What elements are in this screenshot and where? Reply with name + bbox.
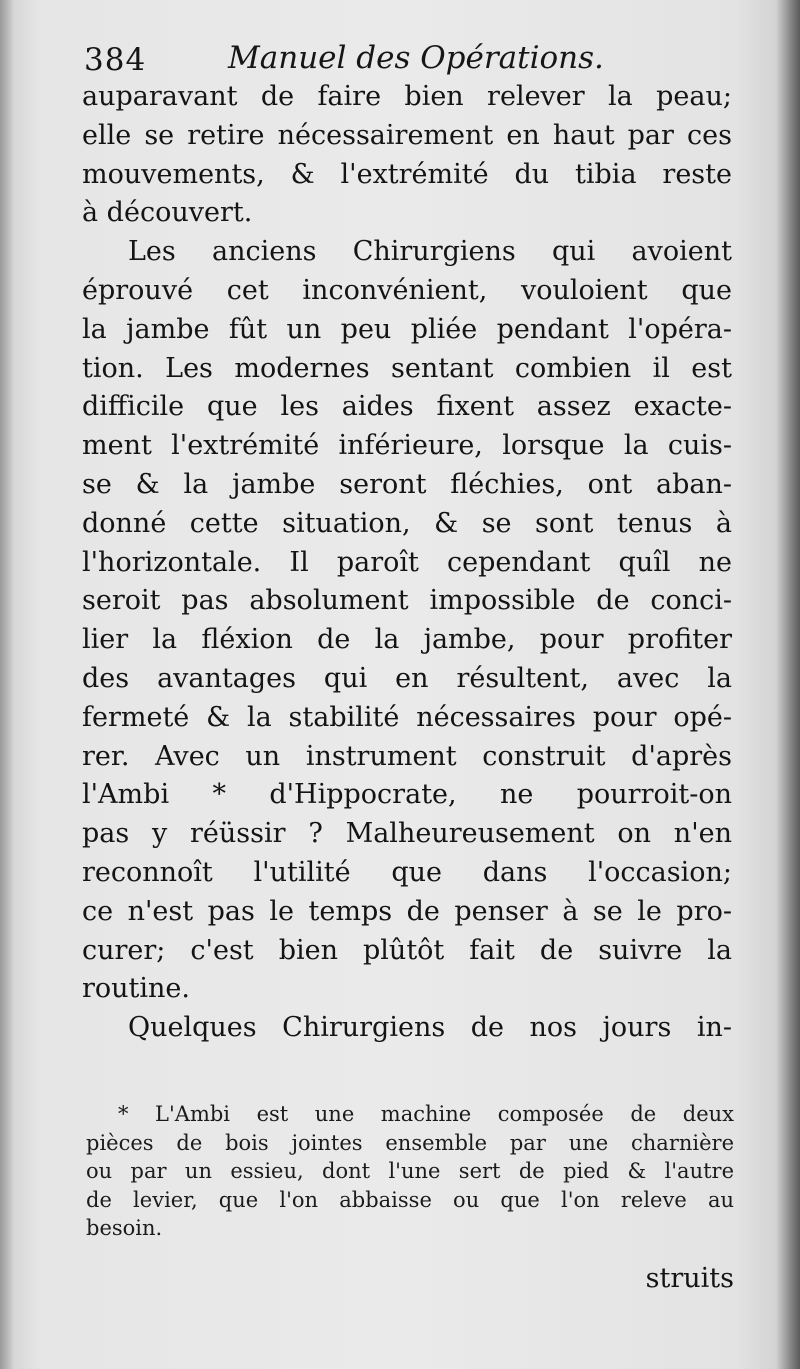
text-line: mouvements, & l'extrémité du tibia reste	[82, 158, 732, 190]
text-line: routine.	[82, 973, 190, 1005]
text-line: curer; c'est bien plûtôt fait de suivre la	[82, 934, 732, 966]
footnote-line: de levier, que l'on abbaisse ou que l'on releve au	[86, 1187, 734, 1212]
footnote-line: * L'Ambi est une machine composée de deux	[118, 1102, 734, 1126]
footnote	[86, 1100, 734, 1243]
text-line: ment l'extrémité inférieure, lorsque la cuis-	[82, 430, 732, 462]
page-number: 384	[84, 42, 147, 78]
text-line: à découvert.	[82, 197, 253, 229]
page-left-shadow	[0, 0, 14, 1369]
text-line: pas y réüssir ? Malheureusement on n'en	[82, 818, 732, 850]
text-line: Les anciens Chirurgiens qui avoient	[128, 236, 732, 268]
text-line: difficile que les aides fixent assez exacte-	[82, 391, 732, 423]
text-line: ce n'est pas le temps de penser à se le pro-	[82, 895, 732, 927]
footnote-line: besoin.	[86, 1216, 163, 1240]
text-line: lier la fléxion de la jambe, pour profiter	[82, 624, 732, 656]
text-line: des avantages qui en résultent, avec la	[82, 662, 732, 694]
footnote-line: ou par un essieu, dont l'une sert de pied & l'autre	[86, 1159, 734, 1183]
text-line: auparavant de faire bien relever la peau;	[82, 81, 732, 112]
text-line: la jambe fût un peu pliée pendant l'opéra-	[82, 313, 732, 345]
page-right-shadow	[776, 0, 800, 1369]
text-line: tion. Les modernes sentant combien il est	[82, 352, 732, 384]
text-line: éprouvé cet inconvénient, vouloient que	[82, 274, 732, 306]
text-line: elle se retire nécessairement en haut par ces	[82, 119, 732, 151]
catchword: struits	[645, 1263, 734, 1294]
text-line: l'horizontale. Il paroît cependant quîl ne	[82, 546, 732, 578]
footnote-line: pièces de bois jointes ensemble par une charnière	[86, 1130, 734, 1155]
text-line: fermeté & la stabilité nécessaires pour opé-	[82, 701, 732, 733]
text-line: Quelques Chirurgiens de nos jours in-	[128, 1012, 732, 1044]
text-line: se & la jambe seront fléchies, ont aban-	[82, 468, 732, 500]
text-line: donné cette situation, & se sont tenus à	[82, 507, 732, 539]
text-line: rer. Avec un instrument construit d'après	[82, 740, 732, 772]
body-text	[82, 78, 732, 1048]
text-line: reconnoît l'utilité que dans l'occasion;	[82, 856, 732, 888]
text-line: l'Ambi * d'Hippocrate, ne pourroit-on	[82, 779, 732, 811]
text-line: seroit pas absolument impossible de conci-	[82, 585, 732, 617]
running-title: Manuel des Opérations.	[228, 40, 604, 76]
